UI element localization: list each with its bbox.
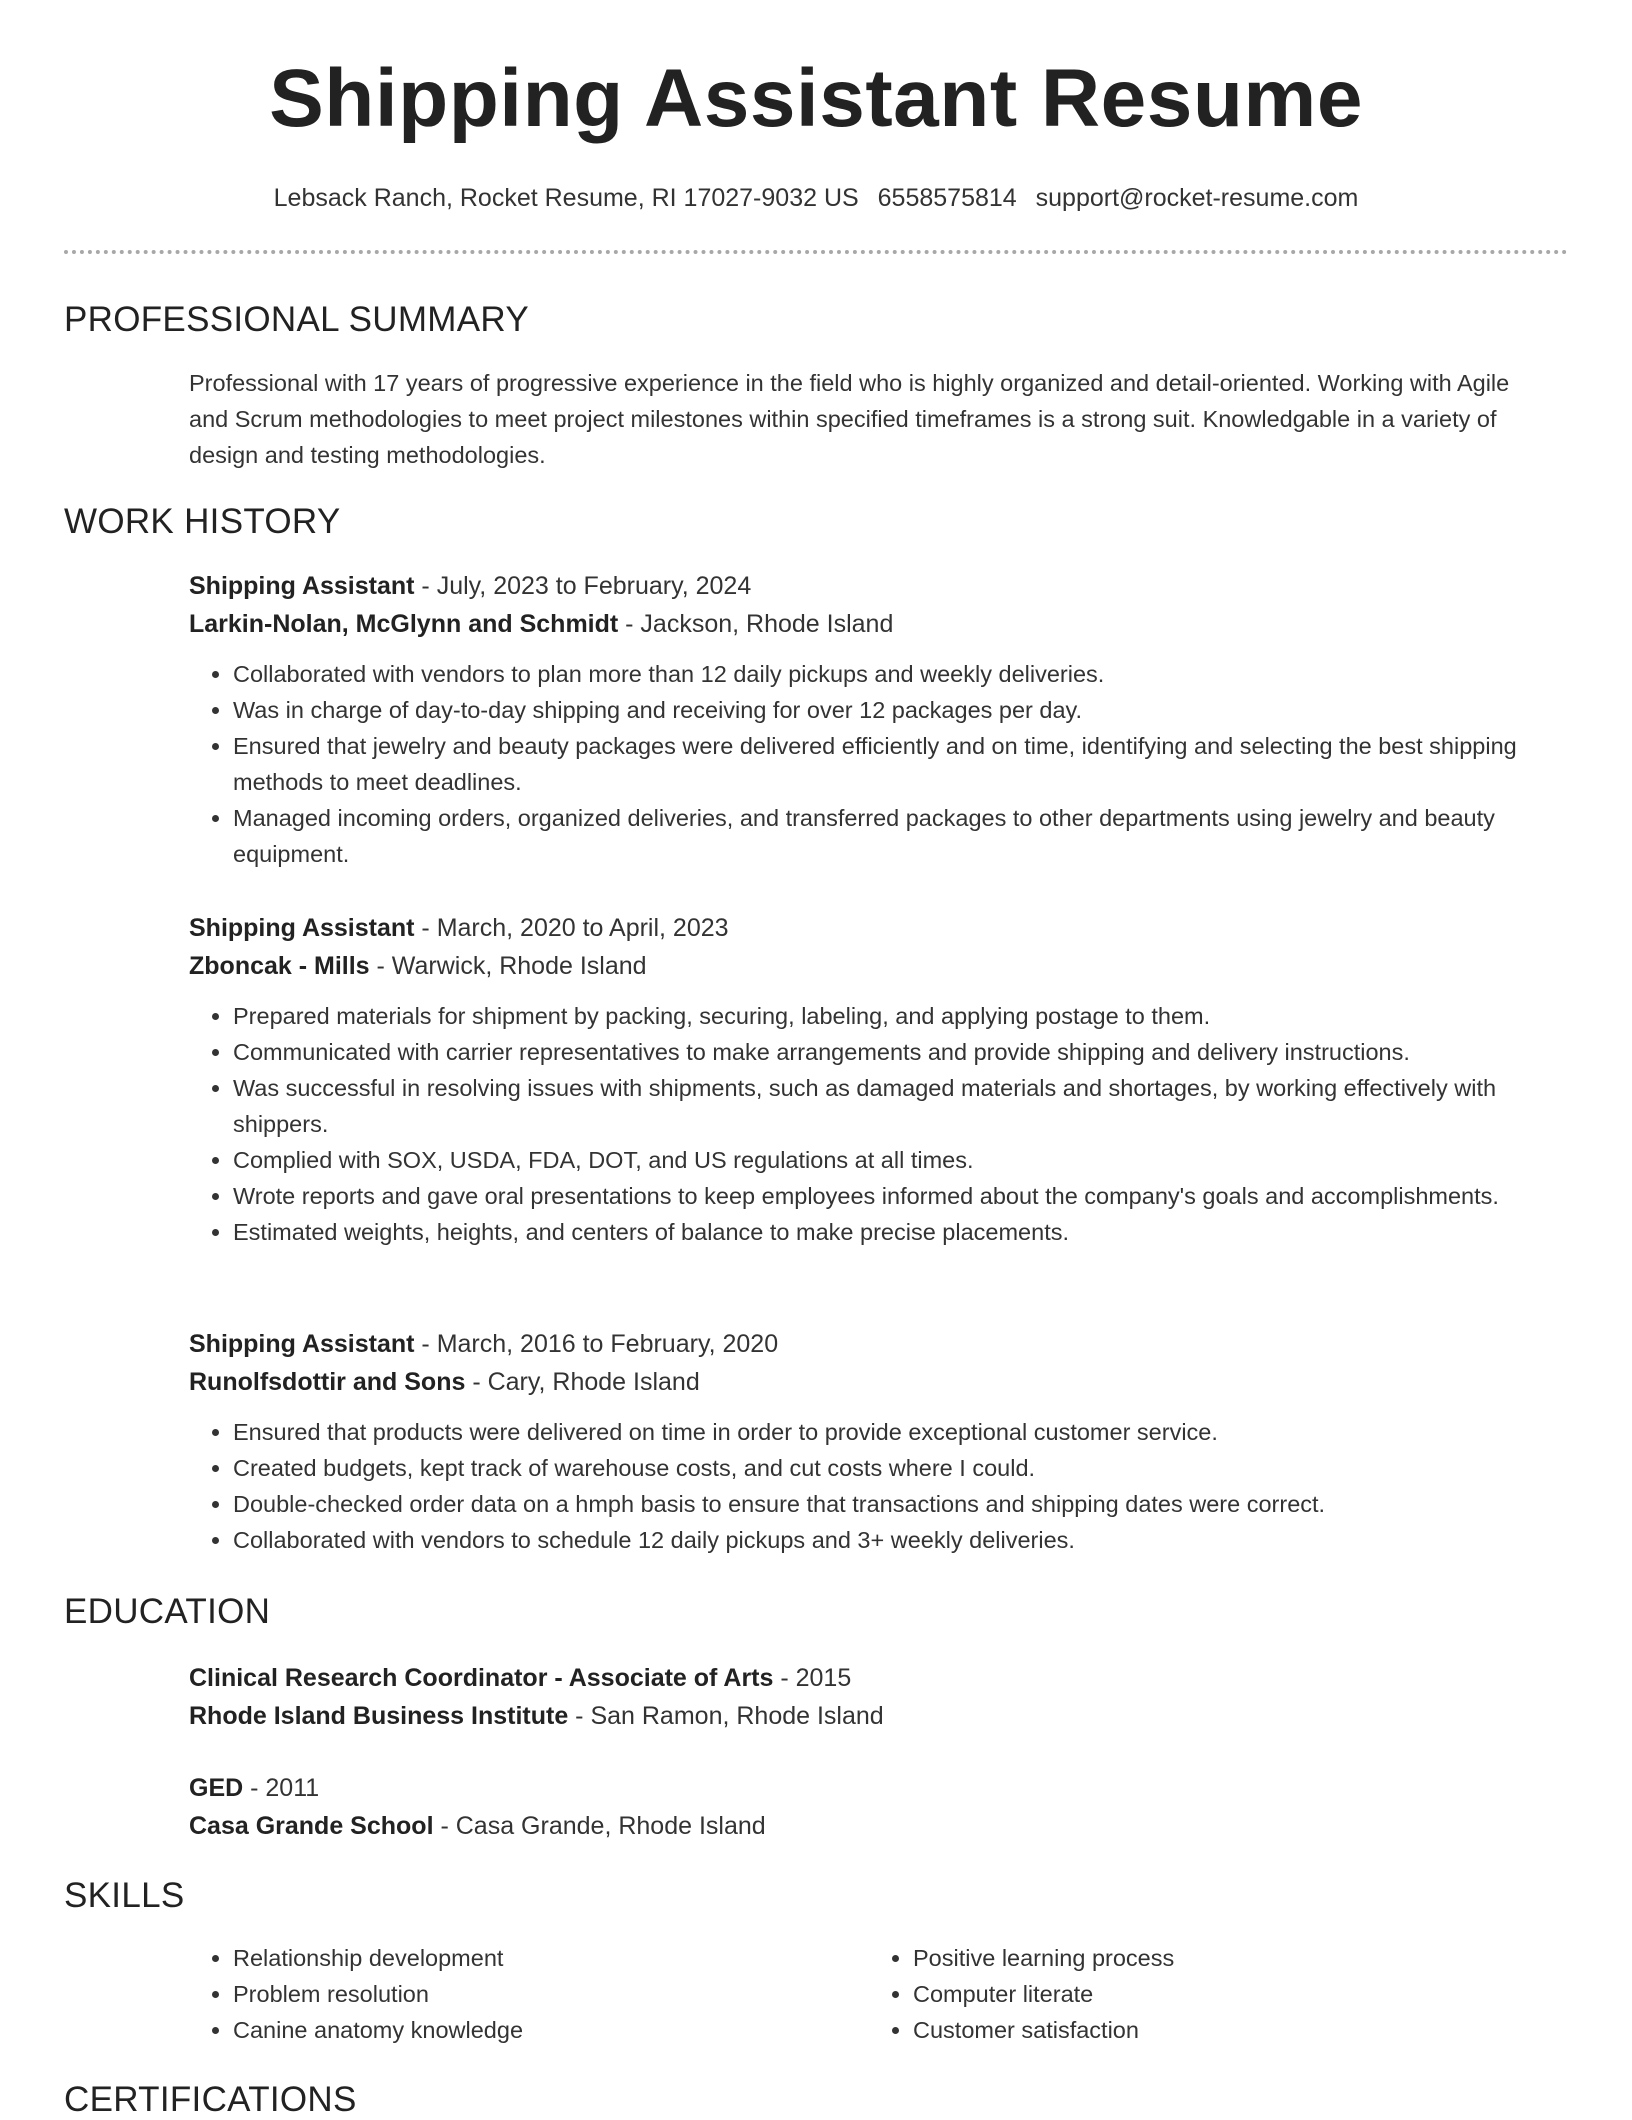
list-item: • Collaborated with vendors to schedule 12 daily pickups and 3+ weekly deliveries. <box>233 1522 1569 1558</box>
job-entry <box>189 567 1569 872</box>
degree: GED <box>189 1774 244 1802</box>
skill-item: • Problem resolution <box>233 1976 523 2012</box>
job-company-line <box>189 1363 1569 1401</box>
list-item: • Communicated with carrier representatives to make arrangements and provide shipping and delivery instructions. <box>233 1034 1569 1070</box>
list-item: • Created budgets, kept track of warehouse costs, and cut costs where I could. <box>233 1450 1569 1486</box>
job-title-line <box>189 567 1569 605</box>
degree-line <box>189 1659 1569 1697</box>
skills-column-2 <box>869 1940 1174 2048</box>
skills-column-1 <box>189 1940 523 2048</box>
list-item: • Was in charge of day-to-day shipping and receiving for over 12 packages per day. <box>233 692 1569 728</box>
job-title: Shipping Assistant <box>189 914 415 942</box>
certifications-heading: CERTIFICATIONS <box>64 2080 357 2119</box>
school-location: - San Ramon, Rhode Island <box>568 1702 884 1730</box>
skill-item: • Relationship development <box>233 1940 523 1976</box>
job-dates: - July, 2023 to February, 2024 <box>414 572 752 600</box>
header-divider <box>64 250 1568 254</box>
summary-heading: PROFESSIONAL SUMMARY <box>64 300 529 339</box>
job-location: - Warwick, Rhode Island <box>369 952 647 980</box>
skill-item: • Customer satisfaction <box>913 2012 1174 2048</box>
job-entry <box>189 1325 1569 1558</box>
list-item: • Double-checked order data on a hmph basis to ensure that transactions and shipping dates were correct. <box>233 1486 1569 1522</box>
summary-text: Professional with 17 years of progressive experience in the field who is highly organized and detail-oriented. Working with Agile and Scrum methodologies to meet project milestones within specified timeframes is a strong suit. Knowledgable in a variety of design and testing methodologies. <box>189 370 1510 468</box>
school: Rhode Island Business Institute <box>189 1702 569 1730</box>
list-item: • Was successful in resolving issues with shipments, such as damaged materials and shortages, by working effectively with shippers. <box>233 1070 1569 1142</box>
degree: Clinical Research Coordinator - Associate of Arts <box>189 1664 774 1692</box>
school-line <box>189 1697 1569 1735</box>
list-item: • Prepared materials for shipment by packing, securing, labeling, and applying postage to them. <box>233 998 1569 1034</box>
degree-line <box>189 1769 1569 1807</box>
list-item: • Ensured that products were delivered on time in order to provide exceptional customer service. <box>233 1414 1569 1450</box>
list-item: • Ensured that jewelry and beauty packages were delivered efficiently and on time, identifying and selecting the best shipping methods to meet deadlines. <box>233 728 1569 800</box>
list-item: • Collaborated with vendors to plan more than 12 daily pickups and weekly deliveries. <box>233 656 1569 692</box>
job-company-line <box>189 605 1569 643</box>
list-item: • Managed incoming orders, organized deliveries, and transferred packages to other departments using jewelry and beauty equipment. <box>233 800 1569 872</box>
job-bullets <box>189 1414 1569 1558</box>
job-company: Zboncak - Mills <box>189 952 370 980</box>
job-company: Runolfsdottir and Sons <box>189 1368 466 1396</box>
job-title-line <box>189 1325 1569 1363</box>
contact-line <box>0 184 1632 213</box>
skill-item: • Canine anatomy knowledge <box>233 2012 523 2048</box>
job-bullets <box>189 998 1569 1250</box>
education-entry <box>189 1659 1569 1735</box>
skill-item: • Positive learning process <box>913 1940 1174 1976</box>
degree-year: - 2011 <box>243 1774 320 1802</box>
skills-heading: SKILLS <box>64 1876 185 1915</box>
skill-item: • Computer literate <box>913 1976 1174 2012</box>
school: Casa Grande School <box>189 1812 434 1840</box>
address-text: Lebsack Ranch, Rocket Resume, RI 17027-9032 US <box>273 184 859 212</box>
job-location: - Jackson, Rhode Island <box>618 610 894 638</box>
work-history-heading: WORK HISTORY <box>64 502 341 541</box>
job-title: Shipping Assistant <box>189 1330 415 1358</box>
job-location: - Cary, Rhode Island <box>465 1368 700 1396</box>
job-dates: - March, 2016 to February, 2020 <box>414 1330 779 1358</box>
education-entry <box>189 1769 1569 1845</box>
education-heading: EDUCATION <box>64 1592 271 1631</box>
job-entry <box>189 909 1569 1250</box>
school-location: - Casa Grande, Rhode Island <box>433 1812 766 1840</box>
school-line <box>189 1807 1569 1845</box>
list-item: • Estimated weights, heights, and centers of balance to make precise placements. <box>233 1214 1569 1250</box>
job-company: Larkin-Nolan, McGlynn and Schmidt <box>189 610 619 638</box>
job-dates: - March, 2020 to April, 2023 <box>414 914 729 942</box>
degree-year: - 2015 <box>773 1664 852 1692</box>
list-item: • Wrote reports and gave oral presentations to keep employees informed about the company's goals and accomplishments. <box>233 1178 1569 1214</box>
phone-text: 6558575814 <box>877 184 1017 212</box>
list-item: • Complied with SOX, USDA, FDA, DOT, and US regulations at all times. <box>233 1142 1569 1178</box>
resume-title: Shipping Assistant Resume <box>269 53 1363 144</box>
job-company-line <box>189 947 1569 985</box>
job-title-line <box>189 909 1569 947</box>
email-text: support@rocket-resume.com <box>1035 184 1359 212</box>
job-bullets <box>189 656 1569 872</box>
job-title: Shipping Assistant <box>189 572 415 600</box>
